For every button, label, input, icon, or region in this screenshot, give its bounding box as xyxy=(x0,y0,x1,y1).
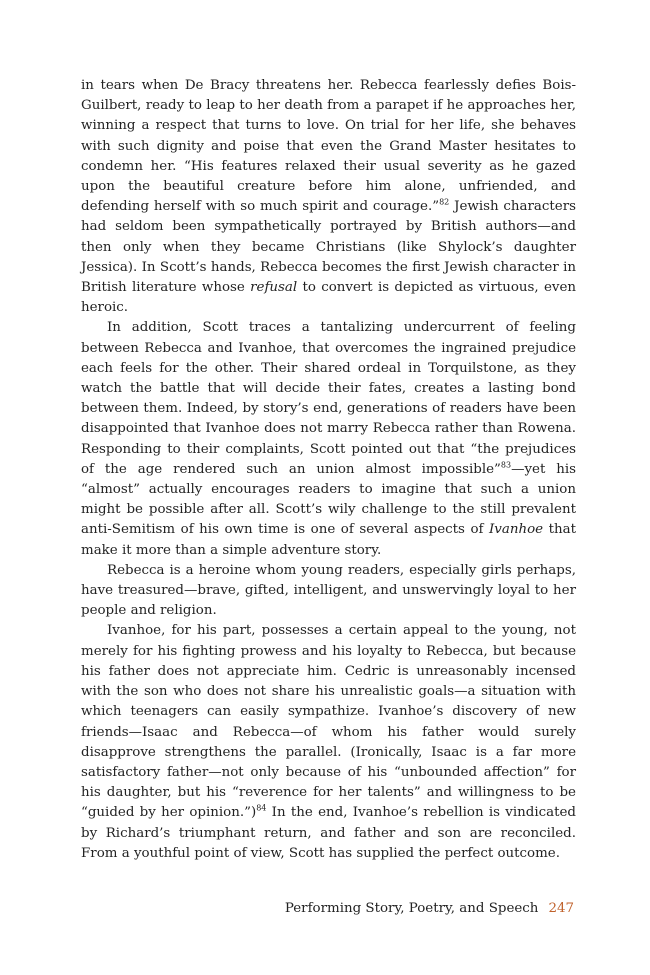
footnote-ref[interactable]: 82 xyxy=(439,197,450,207)
paragraph xyxy=(81,621,576,863)
paragraph xyxy=(81,318,576,560)
text-run: Jewish characters had seldom been sympathetically portrayed by British authors—and then only when they became Christians (like Shylock’s daughter Jessica). In Scott’s hands, Rebecca becomes the first Jewish character in British literature whose xyxy=(81,199,576,296)
italic-text: refusal xyxy=(250,280,298,296)
paragraph xyxy=(81,561,576,622)
text-run: In addition, Scott traces a tantalizing undercurrent of feeling between Rebecca and Ivanhoe, that overcomes the ingrained prejudice each feels for the other. Their shared ordeal in Torquilstone, as they watch the battle that will decide their fates, creates a lasting bond between them. Indeed, by story’s end, generations of readers have been disappointed that Ivanhoe does not marry Rebecca rather than Rowena. Responding to their complaints, Scott pointed out that “the prejudices of the age rendered such an union almost impossible” xyxy=(81,320,576,477)
footnote-ref[interactable]: 84 xyxy=(256,803,267,813)
body-text xyxy=(81,76,576,864)
italic-text: Ivanhoe xyxy=(489,522,544,538)
text-run: In the end, Ivanhoe’s rebellion is vindicated by Richard’s triumphant return, and father and son are reconciled. From a youthful point of view, Scott has supplied the perfect outcome. xyxy=(81,805,576,861)
text-run: —yet his “almost” actually encourages readers to imagine that such a union might be possible after all. Scott’s wily challenge to the still prevalent anti-Semitism of his own time is one of several aspects of xyxy=(81,461,577,538)
text-run: Ivanhoe, for his part, possesses a certain appeal to the young, not merely for his fighting prowess and his loyalty to Rebecca, but because his father does not appreciate him. Cedric is unreasonably incensed with the son who does not share his unrealistic goals—a situation with which teenagers can easily sympathize. Ivanhoe’s discovery of new friends—Isaac and Rebecca—of whom his father would surely disapprove strengthens the parallel. (Ironically, Isaac is a far more satisfactory father—not only because of his “unbounded affection” for his daughter, but his “reverence for her talents” and willingness to be “guided by her opinion.”) xyxy=(81,623,576,821)
page-number: 247 xyxy=(548,901,574,916)
page-footer xyxy=(285,901,574,916)
text-run: to convert is depicted as virtuous, even heroic. xyxy=(81,280,577,316)
paragraph xyxy=(81,76,576,318)
text-run: Rebecca is a heroine whom young readers, especially girls perhaps, have treasured—brave, gifted, intelligent, and unswervingly loyal to her people and religion. xyxy=(81,562,576,619)
footnote-ref[interactable]: 83 xyxy=(500,460,512,470)
running-title: Performing Story, Poetry, and Speech xyxy=(284,901,539,916)
text-run: that make it more than a simple adventure story. xyxy=(81,522,576,558)
text-run: in tears when De Bracy threatens her. Rebecca fearlessly defies Bois-Guilbert, ready to leap to her death from a parapet if he approaches her, winning a respect that turns to love. On trial for her life, she behaves with such dignity and poise that even the Grand Master hesitates to condemn her. “His features relaxed their usual severity as he gazed upon the beautiful creature before him alone, unfriended, and defending herself with so much spirit and courage.” xyxy=(81,78,576,215)
